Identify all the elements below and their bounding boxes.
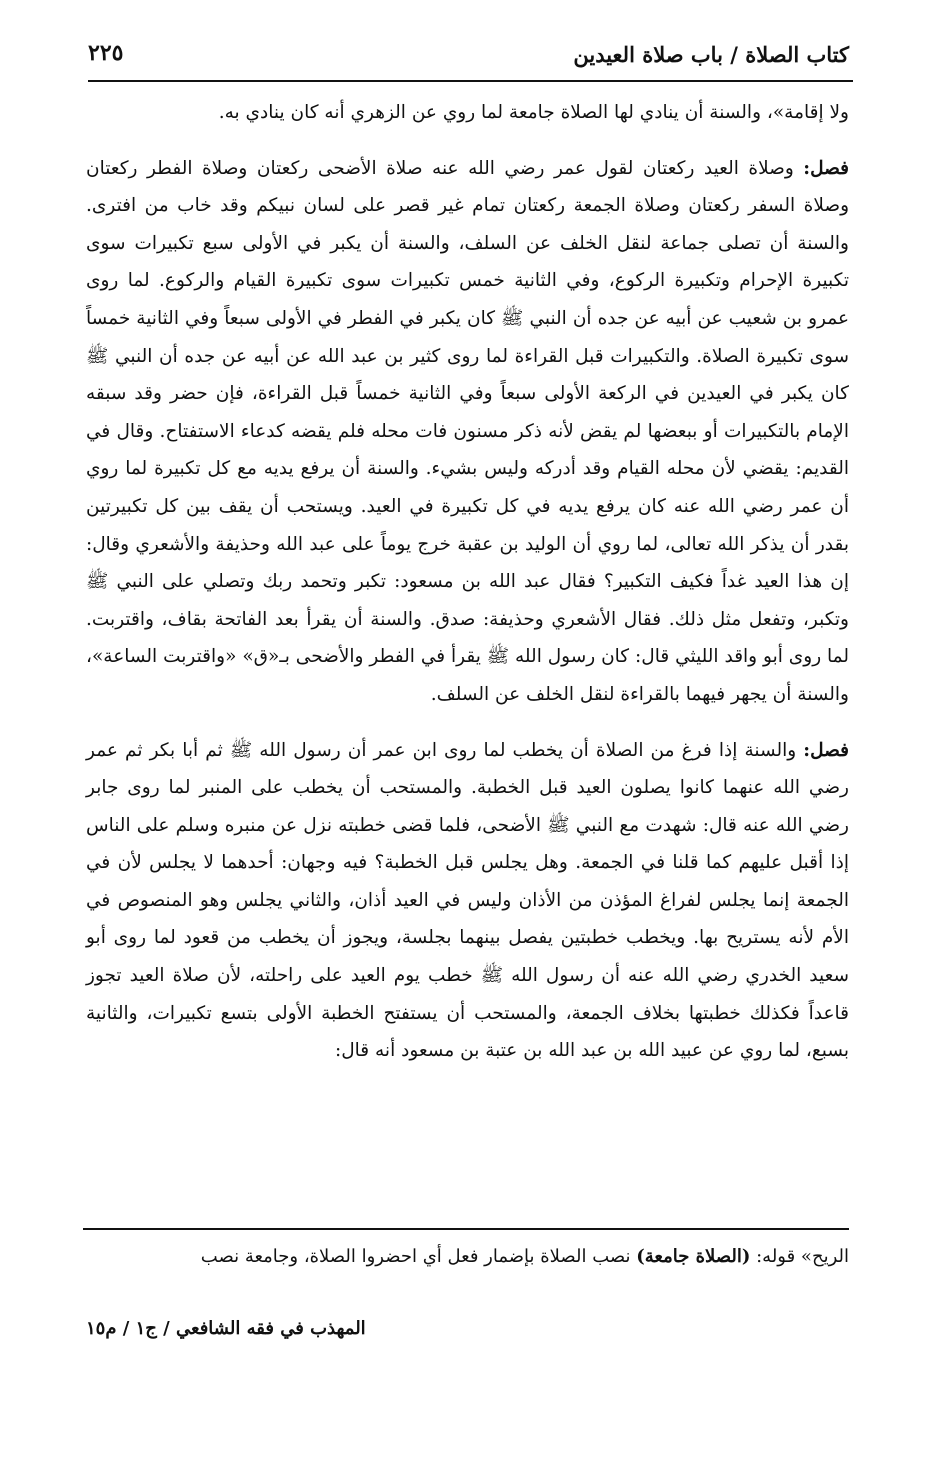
- main-text: [86, 94, 849, 1070]
- paragraph-eid-prayer: [86, 150, 849, 714]
- section-lead: فصل:: [803, 157, 849, 179]
- footnote: [86, 1240, 849, 1274]
- footnote-term: (الصلاة جامعة): [636, 1246, 751, 1267]
- page-number: ٢٢٥: [88, 40, 124, 66]
- paragraph-text: ولا إقامة»، والسنة أن ينادي لها الصلاة جامعة لما روي عن الزهري أنه كان ينادي به.: [218, 102, 849, 123]
- chapter-title: كتاب الصلاة / باب صلاة العيدين: [573, 42, 849, 67]
- footnote-text: نصب الصلاة بإضمار فعل أي احضروا الصلاة، وجامعة نصب: [200, 1246, 637, 1267]
- section-lead: فصل:: [803, 739, 849, 761]
- paragraph-eid-sermon: [86, 732, 849, 1070]
- header-rule: [88, 80, 853, 82]
- printer-signature: المهذب في فقه الشافعي / ج١ / م١٥: [86, 1318, 366, 1339]
- paragraph-continuation: [86, 94, 849, 132]
- paragraph-text: وصلاة العيد ركعتان لقول عمر رضي الله عنه صلاة الأضحى ركعتان وصلاة الفطر ركعتان وصلاة السفر ركعتان وصلاة الجمعة ركعتان تمام غير قصر على لسان نبيكم وقد خاب من افترى. والسنة أن تصلى جماعة لنقل الخلف عن السلف، والسنة أن يكبر في الأولى سبع تكبيرات سوى تكبيرة الإحرام وتكبيرة الركوع، وفي الثانية خمس تكبيرات سوى تكبيرة القيام والركوع. لما روى عمرو بن شعيب عن أبيه عن جده أن النبي ﷺ كان يكبر في الفطر في الأولى سبعاً وفي الثانية خمساً سوى تكبيرة الصلاة. والتكبيرات قبل القراءة لما روى كثير بن عبد الله عن أبيه عن جده أن النبي ﷺ كان يكبر في العيدين في الركعة الأولى سبعاً وفي الثانية خمساً قبل القراءة، فإن حضر وقد سبقه الإمام بالتكبيرات أو ببعضها لم يقض لأنه ذكر مسنون فات محله فلم يقضه كدعاء الاستفتاح. وقال في القديم: يقضي لأن محله القيام وقد أدركه وليس بشيء. والسنة أن يرفع يديه مع كل تكبيرة لما روي أن عمر رضي الله عنه كان يرفع يديه في كل تكبيرة في العيد. ويستحب أن يقف بين كل تكبيرتين بقدر أن يذكر الله تعالى، لما روي أن الوليد بن عقبة خرج يوماً على عبد الله وحذيفة والأشعري وقال: إن هذا العيد غداً فكيف التكبير؟ فقال عبد الله بن مسعود: تكبر وتحمد ربك وتصلي على النبي ﷺ وتكبر، وتفعل مثل ذلك. فقال الأشعري وحذيفة: صدق. والسنة أن يقرأ بعد الفاتحة بقاف، واقتربت. لما روى أبو واقد الليثي قال: كان رسول الله ﷺ يقرأ في الفطر والأضحى بـ«ق» «واقتربت الساعة»، والسنة أن يجهر فيهما بالقراءة لنقل الخلف عن السلف.: [86, 157, 850, 705]
- paragraph-text: والسنة إذا فرغ من الصلاة أن يخطب لما روى ابن عمر أن رسول الله ﷺ ثم أبا بكر ثم عمر رضي الله عنهما كانوا يصلون العيد قبل الخطبة. والمستحب أن يخطب على المنبر لما روى جابر رضي الله عنه قال: شهدت مع النبي ﷺ الأضحى، فلما قضى خطبته نزل عن منبره وسلم على الناس إذا أقبل عليهم كما قلنا في الجمعة. وهل يجلس قبل الخطبة؟ فيه وجهان: أحدهما لا يجلس لأن في الجمعة إنما يجلس لفراغ المؤذن من الأذان وليس في العيد أذان، والثاني يجلس وهو المنصوص في الأم لأنه يستريح بها. ويخطب خطبتين يفصل بينهما بجلسة، ويجوز أن يخطب من قعود لما روى أبو سعيد الخدري رضي الله عنه أن رسول الله ﷺ خطب يوم العيد على راحلته، لأن صلاة العيد تجوز قاعداً فكذلك خطبتها بخلاف الجمعة، والمستحب أن يستفتح الخطبة الأولى بتسع تكبيرات، والثانية بسبع، لما روي عن عبيد الله بن عبد الله بن عتبة بن مسعود أنه قال:: [86, 739, 849, 1062]
- footnote-rule: [83, 1228, 849, 1230]
- running-head: [88, 40, 849, 74]
- footnote-prefix: الريح» قوله:: [750, 1246, 849, 1267]
